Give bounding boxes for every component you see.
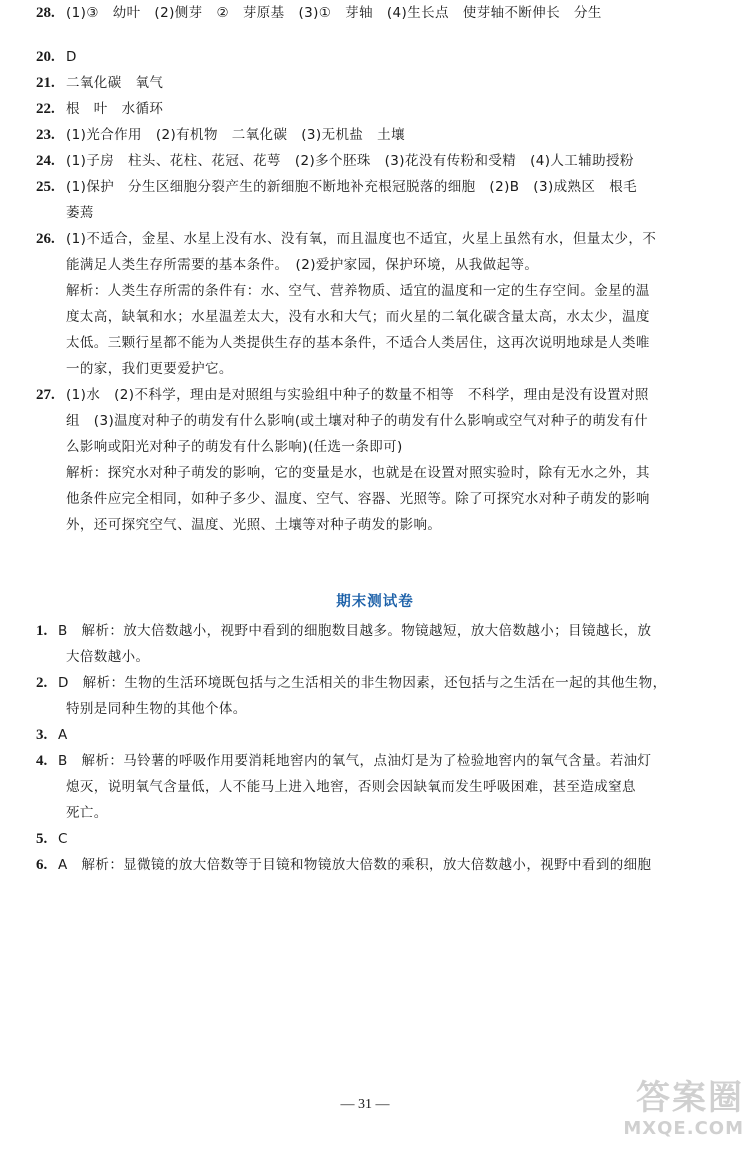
answer-text: (1)保护 分生区细胞分裂产生的新细胞不断地补充根冠脱落的细胞 (2)B (3)成熟区 根毛: [66, 179, 638, 195]
answer-text: (1)不适合，金星、水星上没有水、没有氧，而且温度也不适宜，火星上虽然有水，但量太少，不: [66, 231, 657, 247]
question-number: 20.: [36, 49, 55, 65]
answer-line: [36, 722, 716, 748]
answer-line: [36, 512, 716, 538]
question-number: 3.: [36, 727, 48, 743]
answer-text: 外，还可探究空气、温度、光照、土壤等对种子萌发的影响。: [66, 517, 442, 533]
answer-line: [36, 408, 716, 434]
answer-text: (1)③ 幼叶 (2)侧芽 ② 芽原基 (3)① 芽轴 (4)生长点 使芽轴不断伸长 分生: [66, 5, 602, 21]
answer-line: [36, 148, 716, 174]
question-number: 24.: [36, 153, 55, 169]
answer-text: C: [58, 831, 68, 847]
question-number: 21.: [36, 75, 55, 91]
answer-text: 太低。三颗行星都不能为人类提供生存的基本条件，不适合人类居住，这再次说明地球是人类唯: [66, 335, 650, 351]
page-number: — 31 —: [340, 1097, 390, 1112]
question-number: 1.: [36, 623, 48, 639]
answer-text: 萎蔫: [66, 205, 94, 221]
answer-item: [36, 70, 716, 96]
answer-item: [36, 382, 716, 538]
answer-line: [36, 748, 716, 774]
watermark-text: 答案圈: [636, 1078, 744, 1118]
answer-text: 根 叶 水循环: [66, 101, 164, 117]
answer-line: [36, 800, 716, 826]
answer-line: [36, 382, 716, 408]
answer-item: [36, 226, 716, 382]
answer-line: [36, 252, 716, 278]
answer-text: B 解析：放大倍数越小，视野中看到的细胞数目越多。物镜越短，放大倍数越小；目镜越长，放: [58, 623, 652, 639]
answer-line: [36, 122, 716, 148]
answer-item: [36, 670, 716, 722]
answer-line: [36, 304, 716, 330]
answer-line: [36, 434, 716, 460]
answer-line: [36, 618, 716, 644]
answer-item: [36, 0, 716, 26]
answer-text: 熄灭，说明氧气含量低，人不能马上进入地窖，否则会因缺氧而发生呼吸困难，甚至造成窒息: [66, 779, 636, 795]
answer-line: [36, 0, 716, 26]
answer-text: (1)光合作用 (2)有机物 二氧化碳 (3)无机盐 土壤: [66, 127, 405, 143]
answer-line: [36, 200, 716, 226]
question-number: 6.: [36, 857, 48, 873]
question-number: 28.: [36, 5, 55, 21]
answer-text: A 解析：显微镜的放大倍数等于目镜和物镜放大倍数的乘积，放大倍数越小，视野中看到的细胞: [58, 857, 652, 873]
answer-text: 大倍数越小。: [66, 649, 150, 665]
answer-line: [36, 670, 716, 696]
answer-text: A: [58, 727, 68, 743]
answer-line: [36, 696, 716, 722]
section-title: 期末测试卷: [336, 594, 414, 610]
answer-text: B 解析：马铃薯的呼吸作用要消耗地窖内的氧气，点油灯是为了检验地窖内的氧气含量。若油灯: [58, 753, 652, 769]
answer-line: [36, 852, 716, 878]
answer-line: [36, 826, 716, 852]
answer-text: (1)水 (2)不科学，理由是对照组与实验组中种子的数量不相等 不科学，理由是没有设置对照: [66, 387, 649, 403]
answer-text: D 解析：生物的生活环境既包括与之生活相关的非生物因素，还包括与之生活在一起的其他生物，: [58, 675, 667, 691]
question-number: 25.: [36, 179, 55, 195]
answer-line: [36, 70, 716, 96]
watermark-url: MXQE.COM: [623, 1118, 744, 1139]
question-number: 2.: [36, 675, 48, 691]
answer-item: [36, 722, 716, 748]
answer-item: [36, 748, 716, 826]
answer-text: 一的家，我们更要爱护它。: [66, 361, 233, 377]
answer-line: [36, 226, 716, 252]
answer-line: [36, 330, 716, 356]
answer-line: [36, 774, 716, 800]
answer-line: [36, 460, 716, 486]
answer-text: 解析：人类生存所需的条件有：水、空气、营养物质、适宜的温度和一定的生存空间。金星的温: [66, 283, 650, 299]
answer-line: [36, 44, 716, 70]
answer-text: 他条件应完全相同，如种子多少、温度、空气、容器、光照等。除了可探究水对种子萌发的影响: [66, 491, 650, 507]
question-number: 22.: [36, 101, 55, 117]
question-number: 27.: [36, 387, 55, 403]
answer-line: [36, 644, 716, 670]
answer-item: [36, 122, 716, 148]
answer-text: 特别是同种生物的其他个体。: [66, 701, 247, 717]
answer-line: [36, 356, 716, 382]
answer-line: [36, 96, 716, 122]
answer-text: 度太高，缺氧和水；水星温差太大，没有水和大气；而火星的二氧化碳含量太高，水太少，温度: [66, 309, 650, 325]
answer-item: [36, 44, 716, 70]
question-number: 4.: [36, 753, 48, 769]
question-number: 26.: [36, 231, 55, 247]
answer-item: [36, 618, 716, 670]
watermark-logo: [594, 1078, 744, 1148]
question-number: 23.: [36, 127, 55, 143]
question-number: 5.: [36, 831, 48, 847]
answer-item: [36, 826, 716, 852]
answer-line: [36, 278, 716, 304]
answer-text: 能满足人类生存所需要的基本条件。 (2)爱护家园，保护环境，从我做起等。: [66, 257, 539, 273]
answer-text: 么影响或阳光对种子的萌发有什么影响)(任选一条即可): [66, 439, 403, 455]
answer-item: [36, 148, 716, 174]
answer-text: D: [66, 49, 77, 65]
answer-text: 二氧化碳 氧气: [66, 75, 164, 91]
answer-text: 组 (3)温度对种子的萌发有什么影响(或土壤对种子的萌发有什么影响或空气对种子的萌发有什: [66, 413, 648, 429]
answer-line: [36, 174, 716, 200]
answer-text: 解析：探究水对种子萌发的影响，它的变量是水，也就是在设置对照实验时，除有无水之外，其: [66, 465, 650, 481]
answer-text: 死亡。: [66, 805, 108, 821]
answer-line: [36, 486, 716, 512]
answer-text: (1)子房 柱头、花柱、花冠、花萼 (2)多个胚珠 (3)花没有传粉和受精 (4)人工辅助授粉: [66, 153, 634, 169]
answer-item: [36, 174, 716, 226]
answer-item: [36, 852, 716, 878]
answer-item: [36, 96, 716, 122]
